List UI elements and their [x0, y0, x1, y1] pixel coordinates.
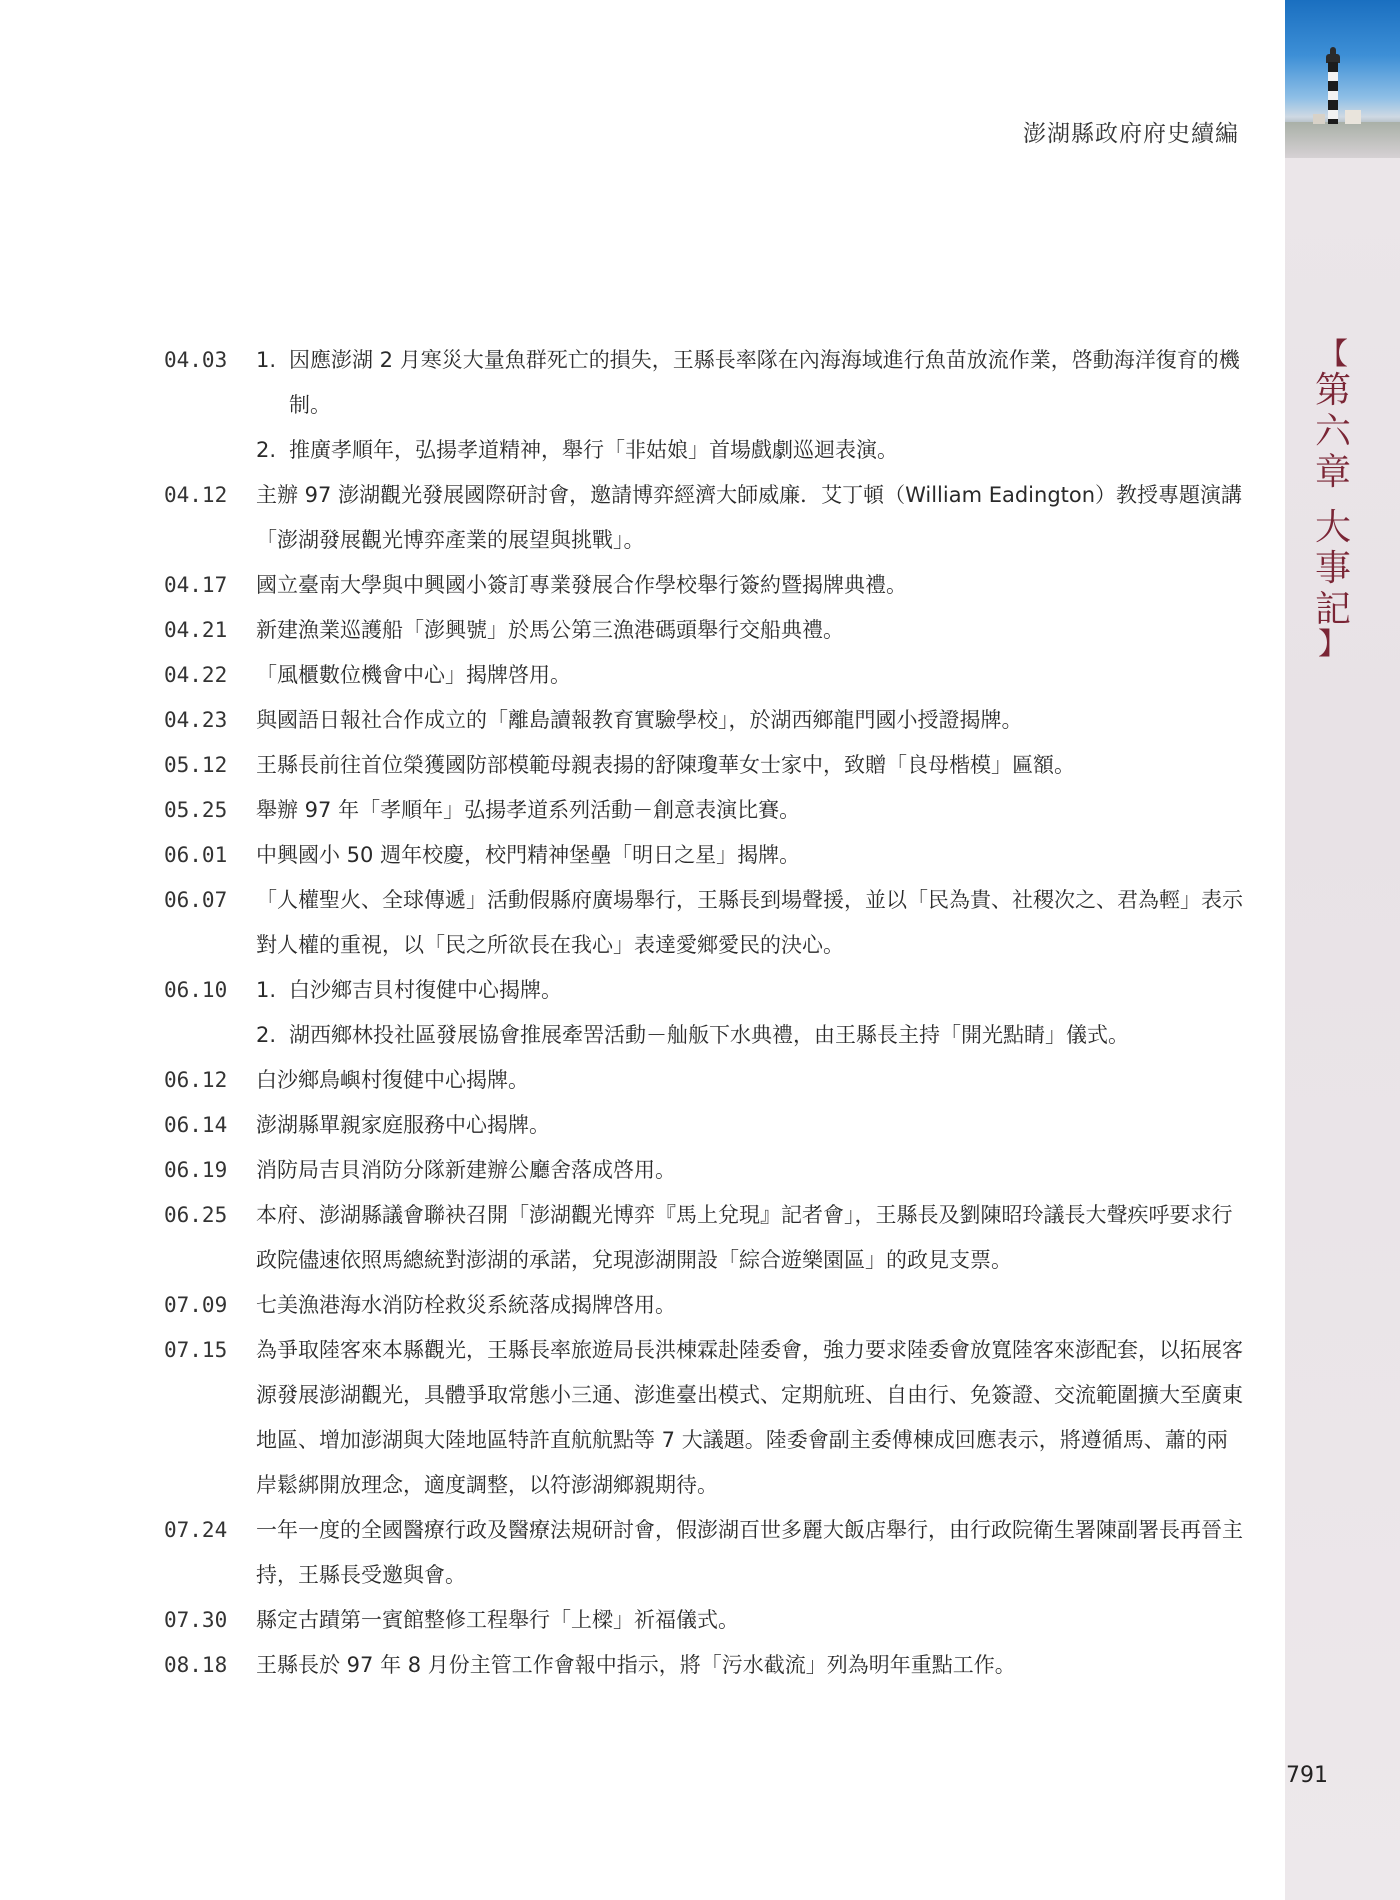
entry-date: 06.25: [164, 1203, 228, 1227]
entry-body: [256, 653, 1244, 698]
entry-item: [256, 968, 1244, 1013]
entry-text: 澎湖縣單親家庭服務中心揭牌。: [256, 1113, 550, 1137]
entry-body: [256, 833, 1244, 878]
entry-body: [256, 1103, 1244, 1148]
entry-text: 舉辦 97 年「孝順年」弘揚孝道系列活動－創意表演比賽。: [256, 798, 801, 822]
chapter-tab: [1312, 337, 1354, 662]
entry-date: 06.01: [164, 843, 228, 867]
item-text: 推廣孝順年，弘揚孝道精神，舉行「非姑娘」首場戲劇巡迴表演。: [289, 438, 898, 462]
entry-item: [256, 428, 1244, 473]
entry-date: 05.12: [164, 753, 228, 777]
chronicle-entry: [164, 743, 1244, 788]
entry-item: [256, 338, 1244, 428]
lighthouse-image: [1285, 0, 1400, 158]
entry-text: 七美漁港海水消防栓救災系統落成揭牌啓用。: [256, 1293, 676, 1317]
entry-date: 04.17: [164, 573, 228, 597]
entry-date: 04.21: [164, 618, 228, 642]
entry-body: [256, 1058, 1244, 1103]
chapter-bracket-open: 【: [1318, 337, 1348, 372]
chronicle-entry: [164, 1508, 1244, 1598]
chronicle-entry: [164, 563, 1244, 608]
entry-text: 白沙鄉鳥嶼村復健中心揭牌。: [256, 1068, 529, 1092]
entry-date: 06.14: [164, 1113, 228, 1137]
entry-text: 本府、澎湖縣議會聯袂召開「澎湖觀光博弈『馬上兌現』記者會」，王縣長及劉陳昭玲議長大聲疾呼要求行政院儘速依照馬總統對澎湖的承諾，兌現澎湖開設「綜合遊樂園區」的政見支票。: [256, 1203, 1233, 1272]
entry-date: 08.18: [164, 1653, 228, 1677]
item-text: 湖西鄉林投社區發展協會推展牽罟活動－舢舨下水典禮，由王縣長主持「開光點睛」儀式。: [289, 1023, 1129, 1047]
chapter-char: 事: [1314, 548, 1351, 589]
entry-date: 07.09: [164, 1293, 228, 1317]
entry-text: 縣定古蹟第一賓館整修工程舉行「上樑」祈福儀式。: [256, 1608, 739, 1632]
chronicle-entries: [164, 338, 1244, 1688]
side-margin-band: [1285, 0, 1400, 1900]
chronicle-entry: [164, 1643, 1244, 1688]
entry-date: 07.24: [164, 1518, 228, 1542]
entry-date: 06.10: [164, 978, 228, 1002]
entry-date: 04.23: [164, 708, 228, 732]
chronicle-entry: [164, 1598, 1244, 1643]
chronicle-entry: [164, 1103, 1244, 1148]
entry-body: [256, 788, 1244, 833]
item-number: 2.: [256, 1023, 277, 1047]
entry-date: 05.25: [164, 798, 228, 822]
chapter-char: 第: [1314, 370, 1351, 411]
entry-body: [256, 1508, 1244, 1598]
entry-body: [256, 1598, 1244, 1643]
chronicle-entry: [164, 968, 1244, 1058]
chapter-char: 章: [1314, 452, 1351, 493]
chronicle-entry: [164, 1283, 1244, 1328]
item-text: 因應澎湖 2 月寒災大量魚群死亡的損失，王縣長率隊在內海海域進行魚苗放流作業，啓動海洋復育的機制。: [289, 348, 1240, 417]
entry-body: [256, 968, 1244, 1058]
entry-body: [256, 878, 1244, 968]
item-number: 2.: [256, 438, 277, 462]
entry-text: 「風櫃數位機會中心」揭牌啓用。: [256, 663, 571, 687]
entry-date: 04.12: [164, 483, 228, 507]
chapter-char: 記: [1314, 589, 1351, 630]
chronicle-entry: [164, 338, 1244, 473]
chronicle-entry: [164, 1193, 1244, 1283]
entry-text: 新建漁業巡護船「澎興號」於馬公第三漁港碼頭舉行交船典禮。: [256, 618, 844, 642]
entry-text: 國立臺南大學與中興國小簽訂專業發展合作學校舉行簽約暨揭牌典禮。: [256, 573, 907, 597]
entry-date: 06.07: [164, 888, 228, 912]
entry-body: [256, 473, 1244, 563]
entry-date: 04.22: [164, 663, 228, 687]
item-number: 1.: [256, 348, 277, 372]
entry-item: [256, 1013, 1244, 1058]
entry-date: 06.19: [164, 1158, 228, 1182]
entry-date: 07.30: [164, 1608, 228, 1632]
chronicle-entry: [164, 878, 1244, 968]
entry-body: [256, 1328, 1244, 1508]
chronicle-entry: [164, 1328, 1244, 1508]
entry-text: 消防局吉貝消防分隊新建辦公廳舍落成啓用。: [256, 1158, 676, 1182]
entry-text: 一年一度的全國醫療行政及醫療法規研討會，假澎湖百世多麗大飯店舉行，由行政院衛生署陳副署長再晉主持，王縣長受邀與會。: [256, 1518, 1243, 1587]
chapter-char: 大: [1314, 507, 1351, 548]
item-text: 白沙鄉吉貝村復健中心揭牌。: [289, 978, 562, 1002]
chapter-bracket-close: 】: [1318, 627, 1348, 662]
entry-text: 王縣長前往首位榮獲國防部模範母親表揚的舒陳瓊華女士家中，致贈「良母楷模」匾額。: [256, 753, 1075, 777]
entry-body: [256, 608, 1244, 653]
chronicle-entry: [164, 608, 1244, 653]
entry-text: 主辦 97 澎湖觀光發展國際研討會，邀請博弈經濟大師威廉．艾丁頓（William Eadington）教授專題演講「澎湖發展觀光博弈產業的展望與挑戰」。: [256, 483, 1243, 552]
entry-body: [256, 743, 1244, 788]
entry-body: [256, 338, 1244, 473]
entry-text: 王縣長於 97 年 8 月份主管工作會報中指示，將「污水截流」列為明年重點工作。: [256, 1653, 1016, 1677]
chronicle-entry: [164, 833, 1244, 878]
chronicle-entry: [164, 788, 1244, 833]
entry-date: 07.15: [164, 1338, 228, 1362]
entry-text: 「人權聖火、全球傳遞」活動假縣府廣場舉行，王縣長到場聲援，並以「民為貴、社稷次之、君為輕」表示對人權的重視，以「民之所欲長在我心」表達愛鄉愛民的決心。: [256, 888, 1243, 957]
entry-body: [256, 1283, 1244, 1328]
entry-date: 04.03: [164, 348, 228, 372]
entry-body: [256, 1193, 1244, 1283]
running-header: 澎湖縣政府府史續編: [1023, 121, 1239, 147]
entry-body: [256, 1148, 1244, 1193]
chronicle-entry: [164, 653, 1244, 698]
chronicle-entry: [164, 698, 1244, 743]
chronicle-entry: [164, 1148, 1244, 1193]
entry-body: [256, 1643, 1244, 1688]
entry-text: 中興國小 50 週年校慶，校門精神堡壘「明日之星」揭牌。: [256, 843, 801, 867]
entry-text: 與國語日報社合作成立的「離島讀報教育實驗學校」，於湖西鄉龍門國小授證揭牌。: [256, 708, 1023, 732]
chapter-char: 六: [1314, 411, 1351, 452]
entry-body: [256, 698, 1244, 743]
chronicle-entry: [164, 1058, 1244, 1103]
page-number: 791: [1286, 1763, 1328, 1788]
entry-text: 為爭取陸客來本縣觀光，王縣長率旅遊局長洪棟霖赴陸委會，強力要求陸委會放寬陸客來澎配套，以拓展客源發展澎湖觀光，具體爭取常態小三通、澎進臺出模式、定期航班、自由行、免簽證、交流範圍擴大至廣東地區、增加澎湖與大陸地區特許直航航點等 7 大議題。陸委會副主委傅棟成回應表示，將遵循馬、蕭的兩岸鬆綁開放理念，適度調整，以符澎湖鄉親期待。: [256, 1338, 1243, 1497]
entry-date: 06.12: [164, 1068, 228, 1092]
item-number: 1.: [256, 978, 277, 1002]
entry-body: [256, 563, 1244, 608]
chronicle-entry: [164, 473, 1244, 563]
